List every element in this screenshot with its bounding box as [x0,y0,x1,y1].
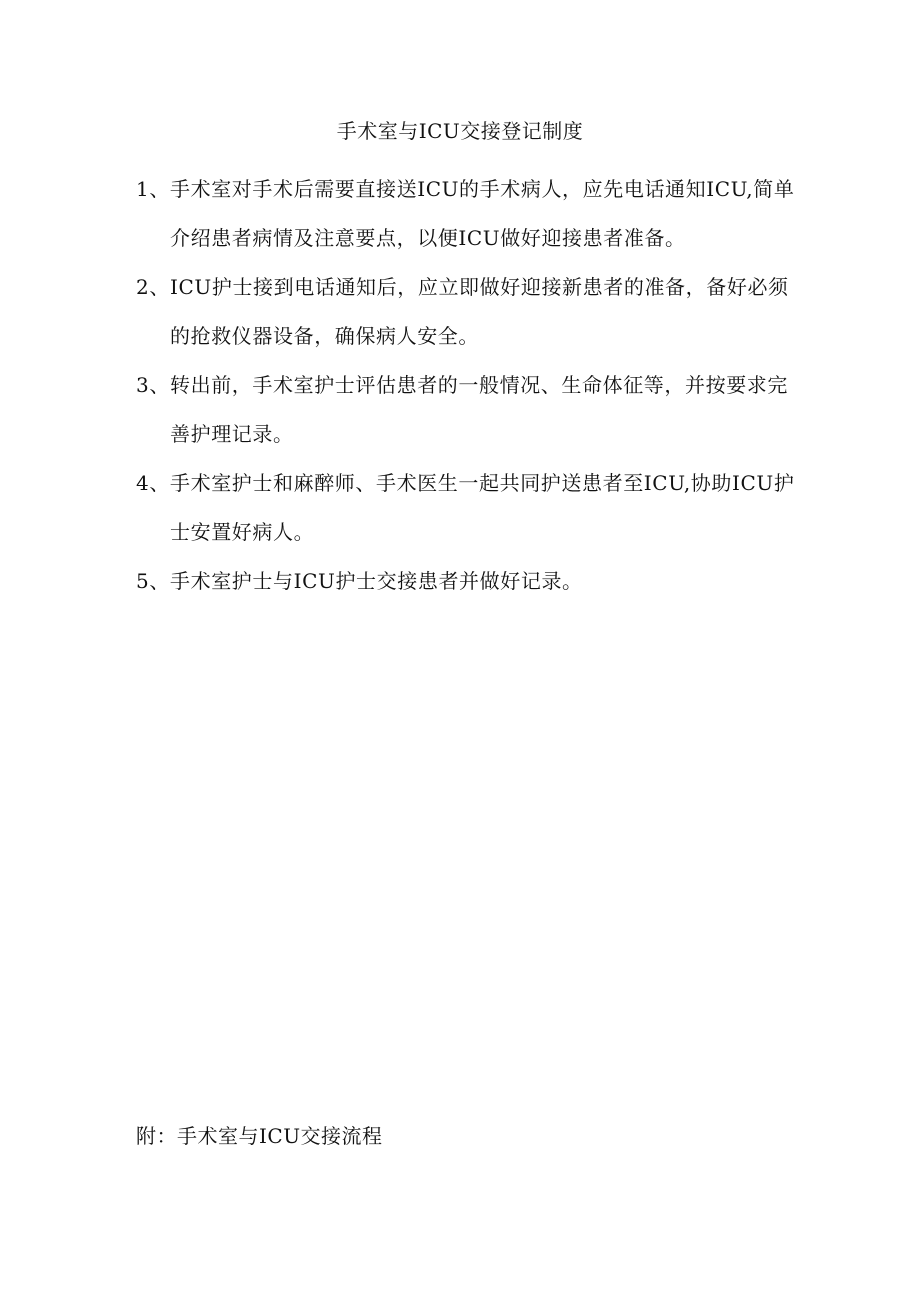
rule-item-2 [136,263,796,361]
rule-number: 3、 [136,373,170,397]
rule-number: 5、 [136,569,170,593]
rules-list [136,165,796,606]
rule-item-3 [136,361,796,459]
rule-text: 手术室护士和麻醉师、手术医生一起共同护送患者至ICU,协助ICU护士安置好病人。 [170,471,795,544]
rule-number: 2、 [136,275,170,299]
rule-text: 手术室对手术后需要直接送ICU的手术病人，应先电话通知ICU,简单介绍患者病情及注意要点，以便ICU做好迎接患者准备。 [170,177,795,250]
rule-item-4 [136,459,796,557]
rule-number: 1、 [136,177,170,201]
appendix-note: 附：手术室与ICU交接流程 [136,1124,383,1148]
rule-item-1 [136,165,796,263]
rule-item-5 [136,557,796,606]
document-title: 手术室与ICU交接登记制度 [336,119,584,143]
rule-text: 转出前，手术室护士评估患者的一般情况、生命体征等，并按要求完善护理记录。 [170,373,788,446]
rule-text: 手术室护士与ICU护士交接患者并做好记录。 [170,569,583,593]
rule-number: 4、 [136,471,170,495]
rule-text: ICU护士接到电话通知后，应立即做好迎接新患者的准备，备好必须的抢救仪器设备，确保病人安全。 [170,275,789,348]
